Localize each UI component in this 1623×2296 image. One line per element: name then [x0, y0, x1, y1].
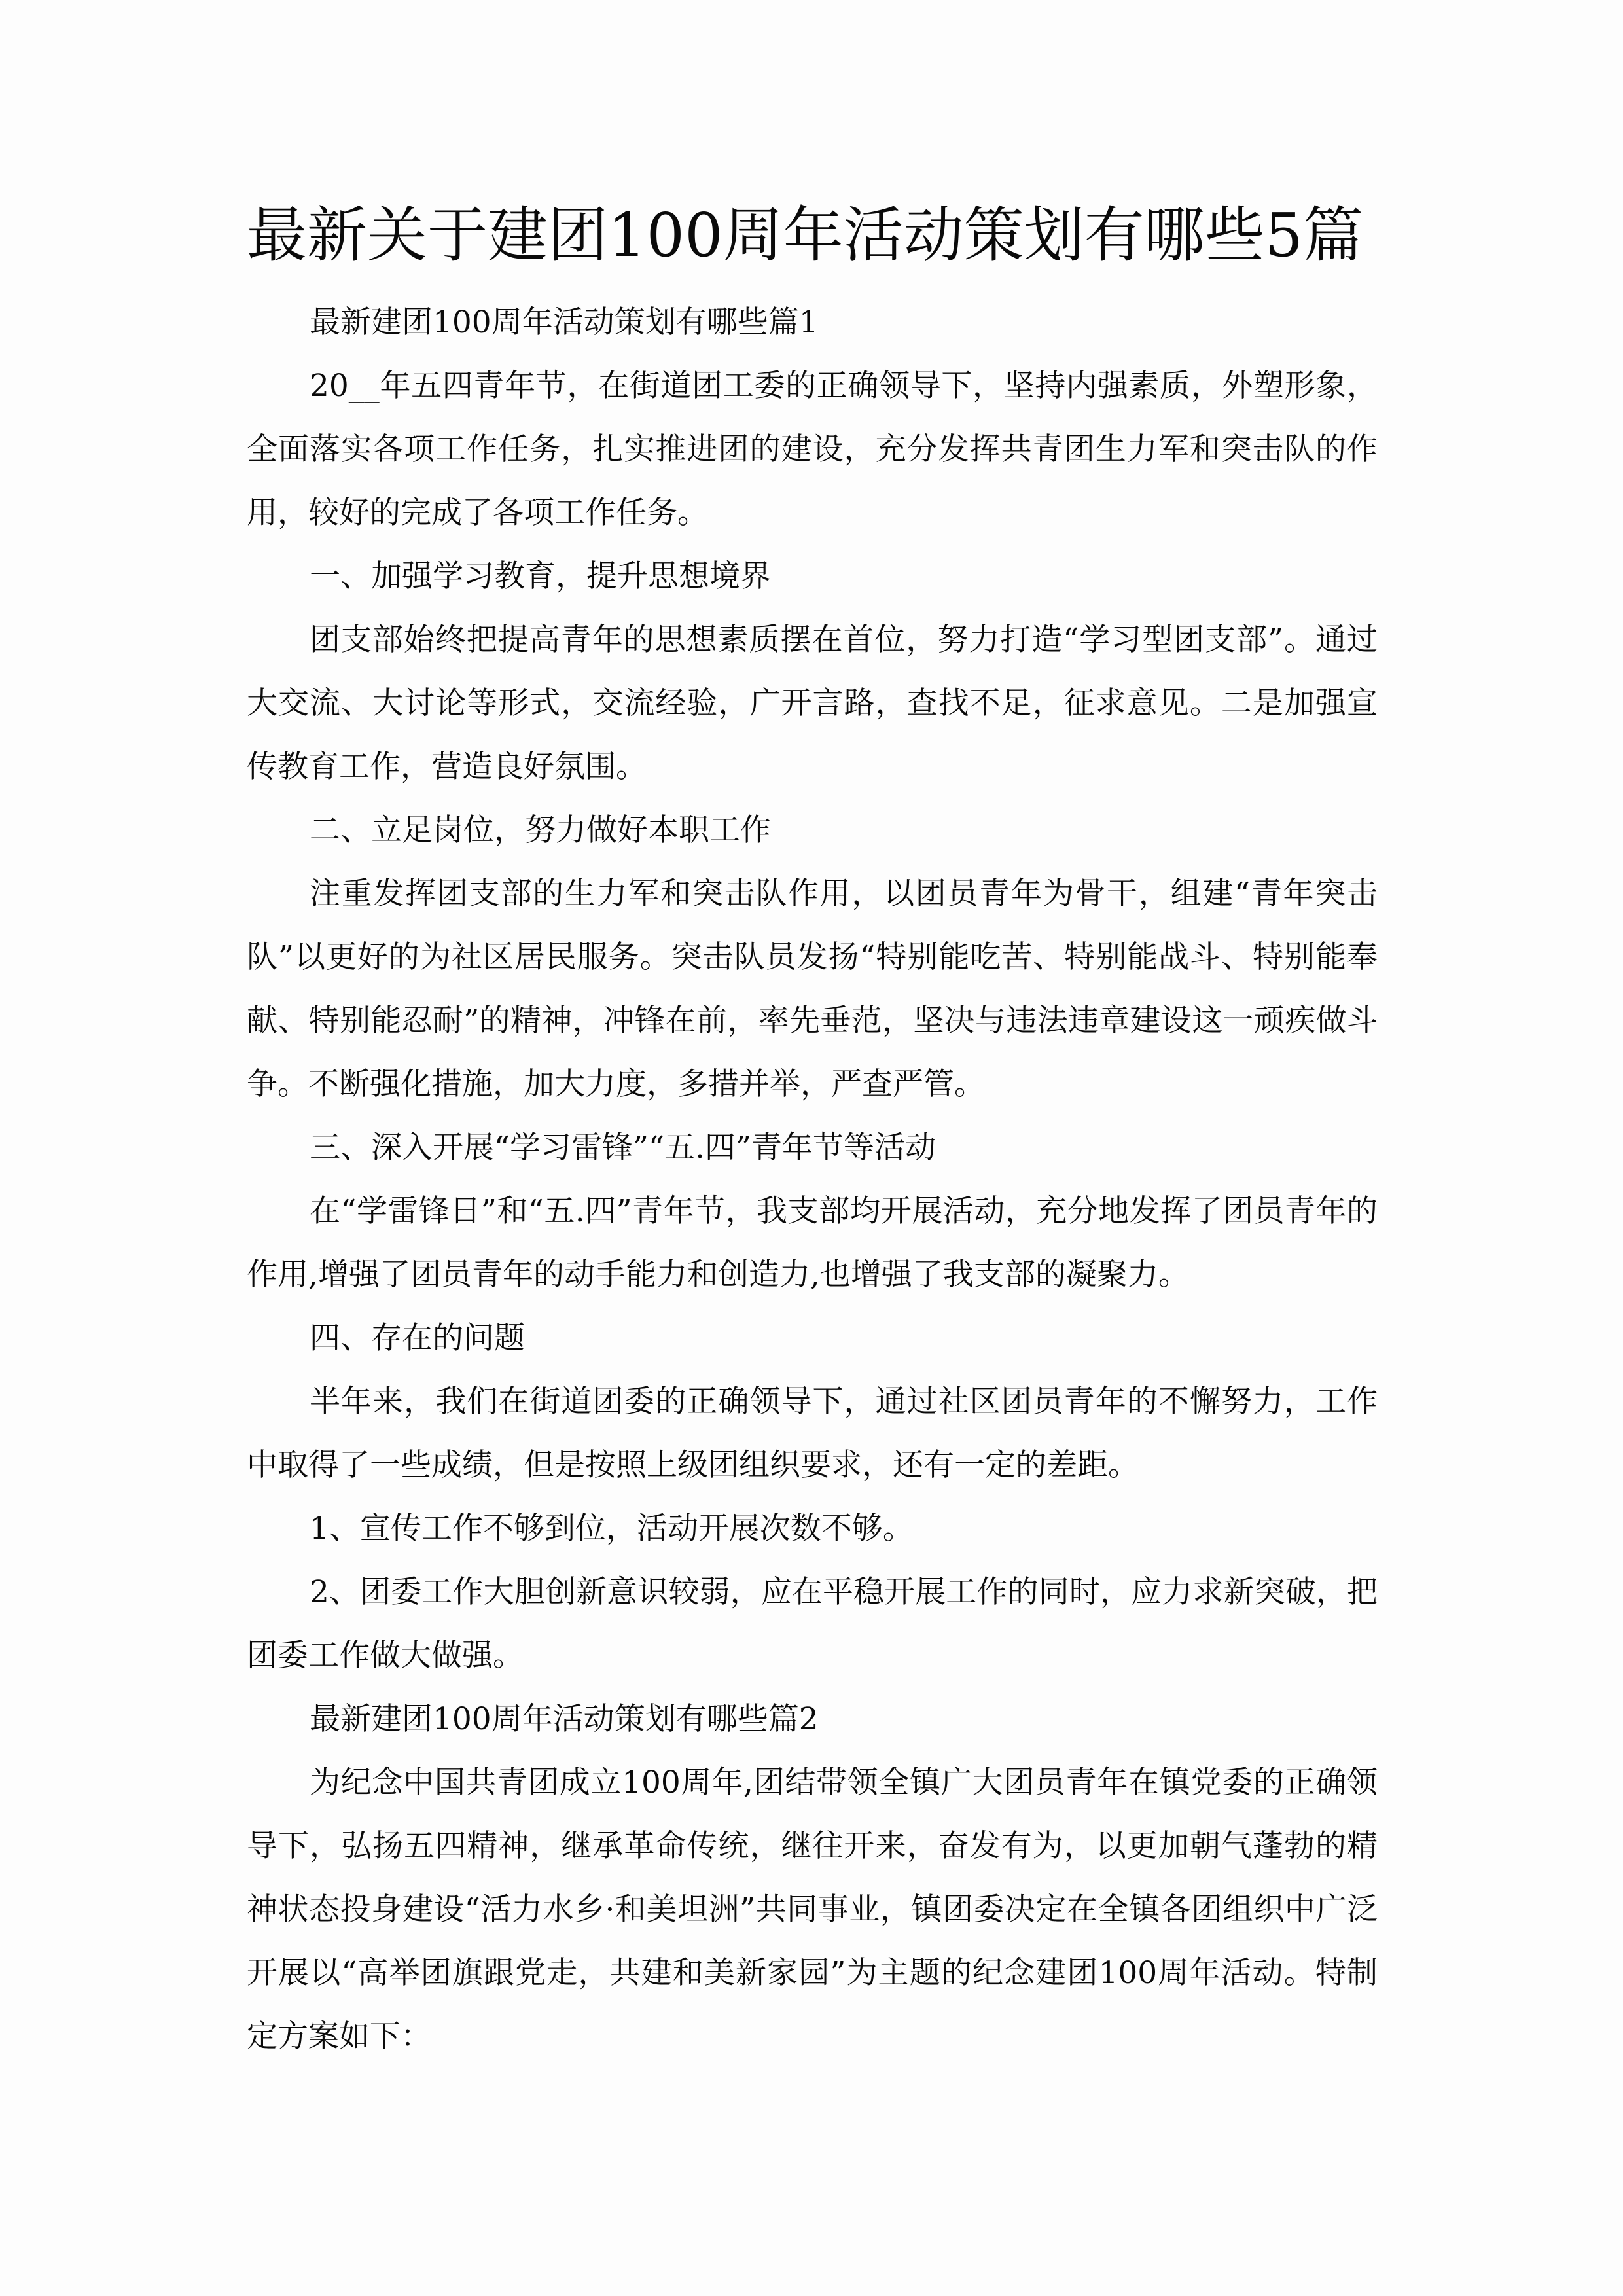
paragraph: 团支部始终把提高青年的思想素质摆在首位，努力打造“学习型团支部”。通过大交流、大讨论等形式，交流经验，广开言路，查找不足，征求意见。二是加强宣传教育工作，营造良好氛围。	[247, 622, 1378, 785]
paragraph: 注重发挥团支部的生力军和突击队作用，以团员青年为骨干，组建“青年突击队”以更好的为社区居民服务。突击队员发扬“特别能吃苦、特别能战斗、特别能奉献、特别能忍耐”的精神，冲锋在前，率先垂范，坚决与违法违章建设这一顽疾做斗争。不断强化措施，加大力度，多措并举，严查严管。	[247, 876, 1378, 1102]
document-body	[247, 291, 1378, 2068]
list-item-1: 1、宣传工作不够到位，活动开展次数不够。	[310, 1511, 914, 1547]
paragraph: 20__年五四青年节，在街道团工委的正确领导下，坚持内强素质，外塑形象，全面落实各项工作任务，扎实推进团的建设，充分发挥共青团生力军和突击队的作用，较好的完成了各项工作任务。	[247, 368, 1378, 531]
section-heading-2: 最新建团100周年活动策划有哪些篇2	[310, 1701, 819, 1737]
subheading-strengthen-learning: 一、加强学习教育，提升思想境界	[310, 558, 771, 594]
section-heading-1: 最新建团100周年活动策划有哪些篇1	[310, 304, 819, 340]
list-item-2: 2、团委工作大胆创新意识较弱，应在平稳开展工作的同时，应力求新突破，把团委工作做大做强。	[247, 1574, 1378, 1674]
subheading-based-on-post: 二、立足岗位，努力做好本职工作	[310, 812, 771, 848]
subheading-existing-problems: 四、存在的问题	[310, 1320, 525, 1356]
paragraph: 为纪念中国共青团成立100周年,团结带领全镇广大团员青年在镇党委的正确领导下，弘扬五四精神，继承革命传统，继往开来，奋发有为，以更加朝气蓬勃的精神状态投身建设“活力水乡·和美坦洲”共同事业，镇团委决定在全镇各团组织中广泛开展以“高举团旗跟党走，共建和美新家园”为主题的纪念建团100周年活动。特制定方案如下：	[247, 1765, 1378, 2054]
subheading-learn-leifeng: 三、深入开展“学习雷锋”“五.四”青年节等活动	[310, 1130, 936, 1166]
paragraph: 半年来，我们在街道团委的正确领导下，通过社区团员青年的不懈努力，工作中取得了一些成绩，但是按照上级团组织要求，还有一定的差距。	[247, 1384, 1378, 1483]
document-title: 最新关于建团100周年活动策划有哪些5篇	[247, 200, 1364, 270]
paragraph: 在“学雷锋日”和“五.四”青年节，我支部均开展活动，充分地发挥了团员青年的作用,增强了团员青年的动手能力和创造力,也增强了我支部的凝聚力。	[247, 1193, 1378, 1293]
